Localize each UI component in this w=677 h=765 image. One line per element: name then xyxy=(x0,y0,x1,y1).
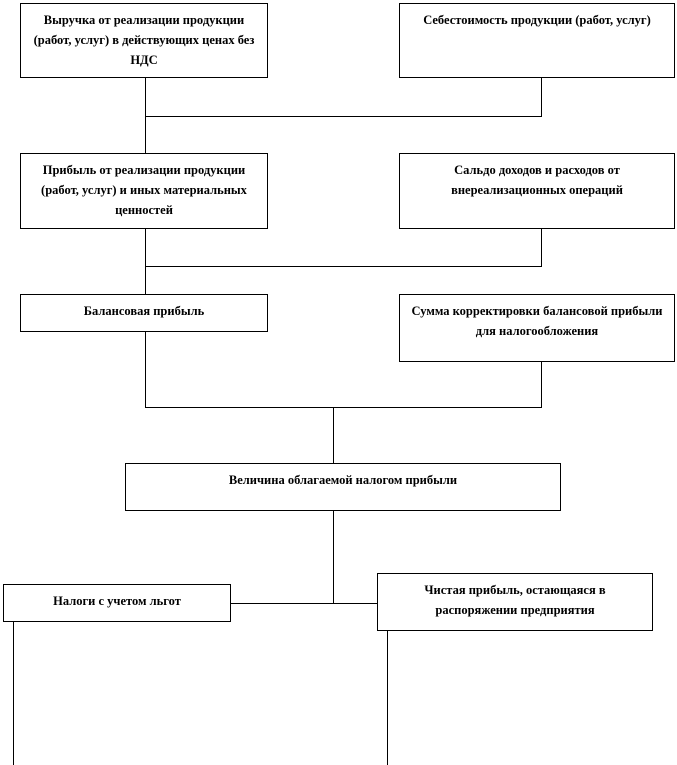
connector-line xyxy=(333,511,334,604)
revenue-box xyxy=(20,3,268,78)
connector-line xyxy=(145,229,146,294)
cost-box xyxy=(399,3,675,78)
sales-profit-box xyxy=(20,153,268,229)
taxes-label: Налоги с учетом льгот xyxy=(53,594,181,608)
non-operating-balance-label: Сальдо доходов и расходов от внереализационных операций xyxy=(451,163,623,197)
balance-profit-label: Балансовая прибыль xyxy=(83,304,205,318)
revenue-label: Выручка от реализации продукции (работ, услуг) в действующих ценах без НДС xyxy=(33,13,255,67)
sales-profit-label: Прибыль от реализации продукции (работ, услуг) и иных материальных ценностей xyxy=(41,163,247,217)
connector-line xyxy=(145,407,542,408)
cost-label: Себестоимость продукции (работ, услуг) xyxy=(423,13,651,27)
balance-profit-box xyxy=(20,294,268,332)
connector-line xyxy=(541,229,542,266)
connector-line xyxy=(145,266,542,267)
non-operating-balance-box xyxy=(399,153,675,229)
connector-line xyxy=(541,362,542,407)
connector-line xyxy=(541,78,542,116)
adjustment-label: Сумма корректировки балансовой прибыли для налогообложения xyxy=(411,304,663,338)
connector-line xyxy=(231,603,377,604)
taxable-profit-box xyxy=(125,463,561,511)
adjustment-box xyxy=(399,294,675,362)
connector-line xyxy=(333,407,334,463)
connector-line xyxy=(387,631,388,765)
connector-line xyxy=(145,332,146,407)
connector-line xyxy=(13,622,14,765)
taxable-profit-label: Величина облагаемой налогом прибыли xyxy=(228,473,458,487)
net-profit-box xyxy=(377,573,653,631)
connector-line xyxy=(145,116,542,117)
taxes-box xyxy=(3,584,231,622)
net-profit-label: Чистая прибыль, остающаяся в распоряжении предприятия xyxy=(424,583,606,617)
